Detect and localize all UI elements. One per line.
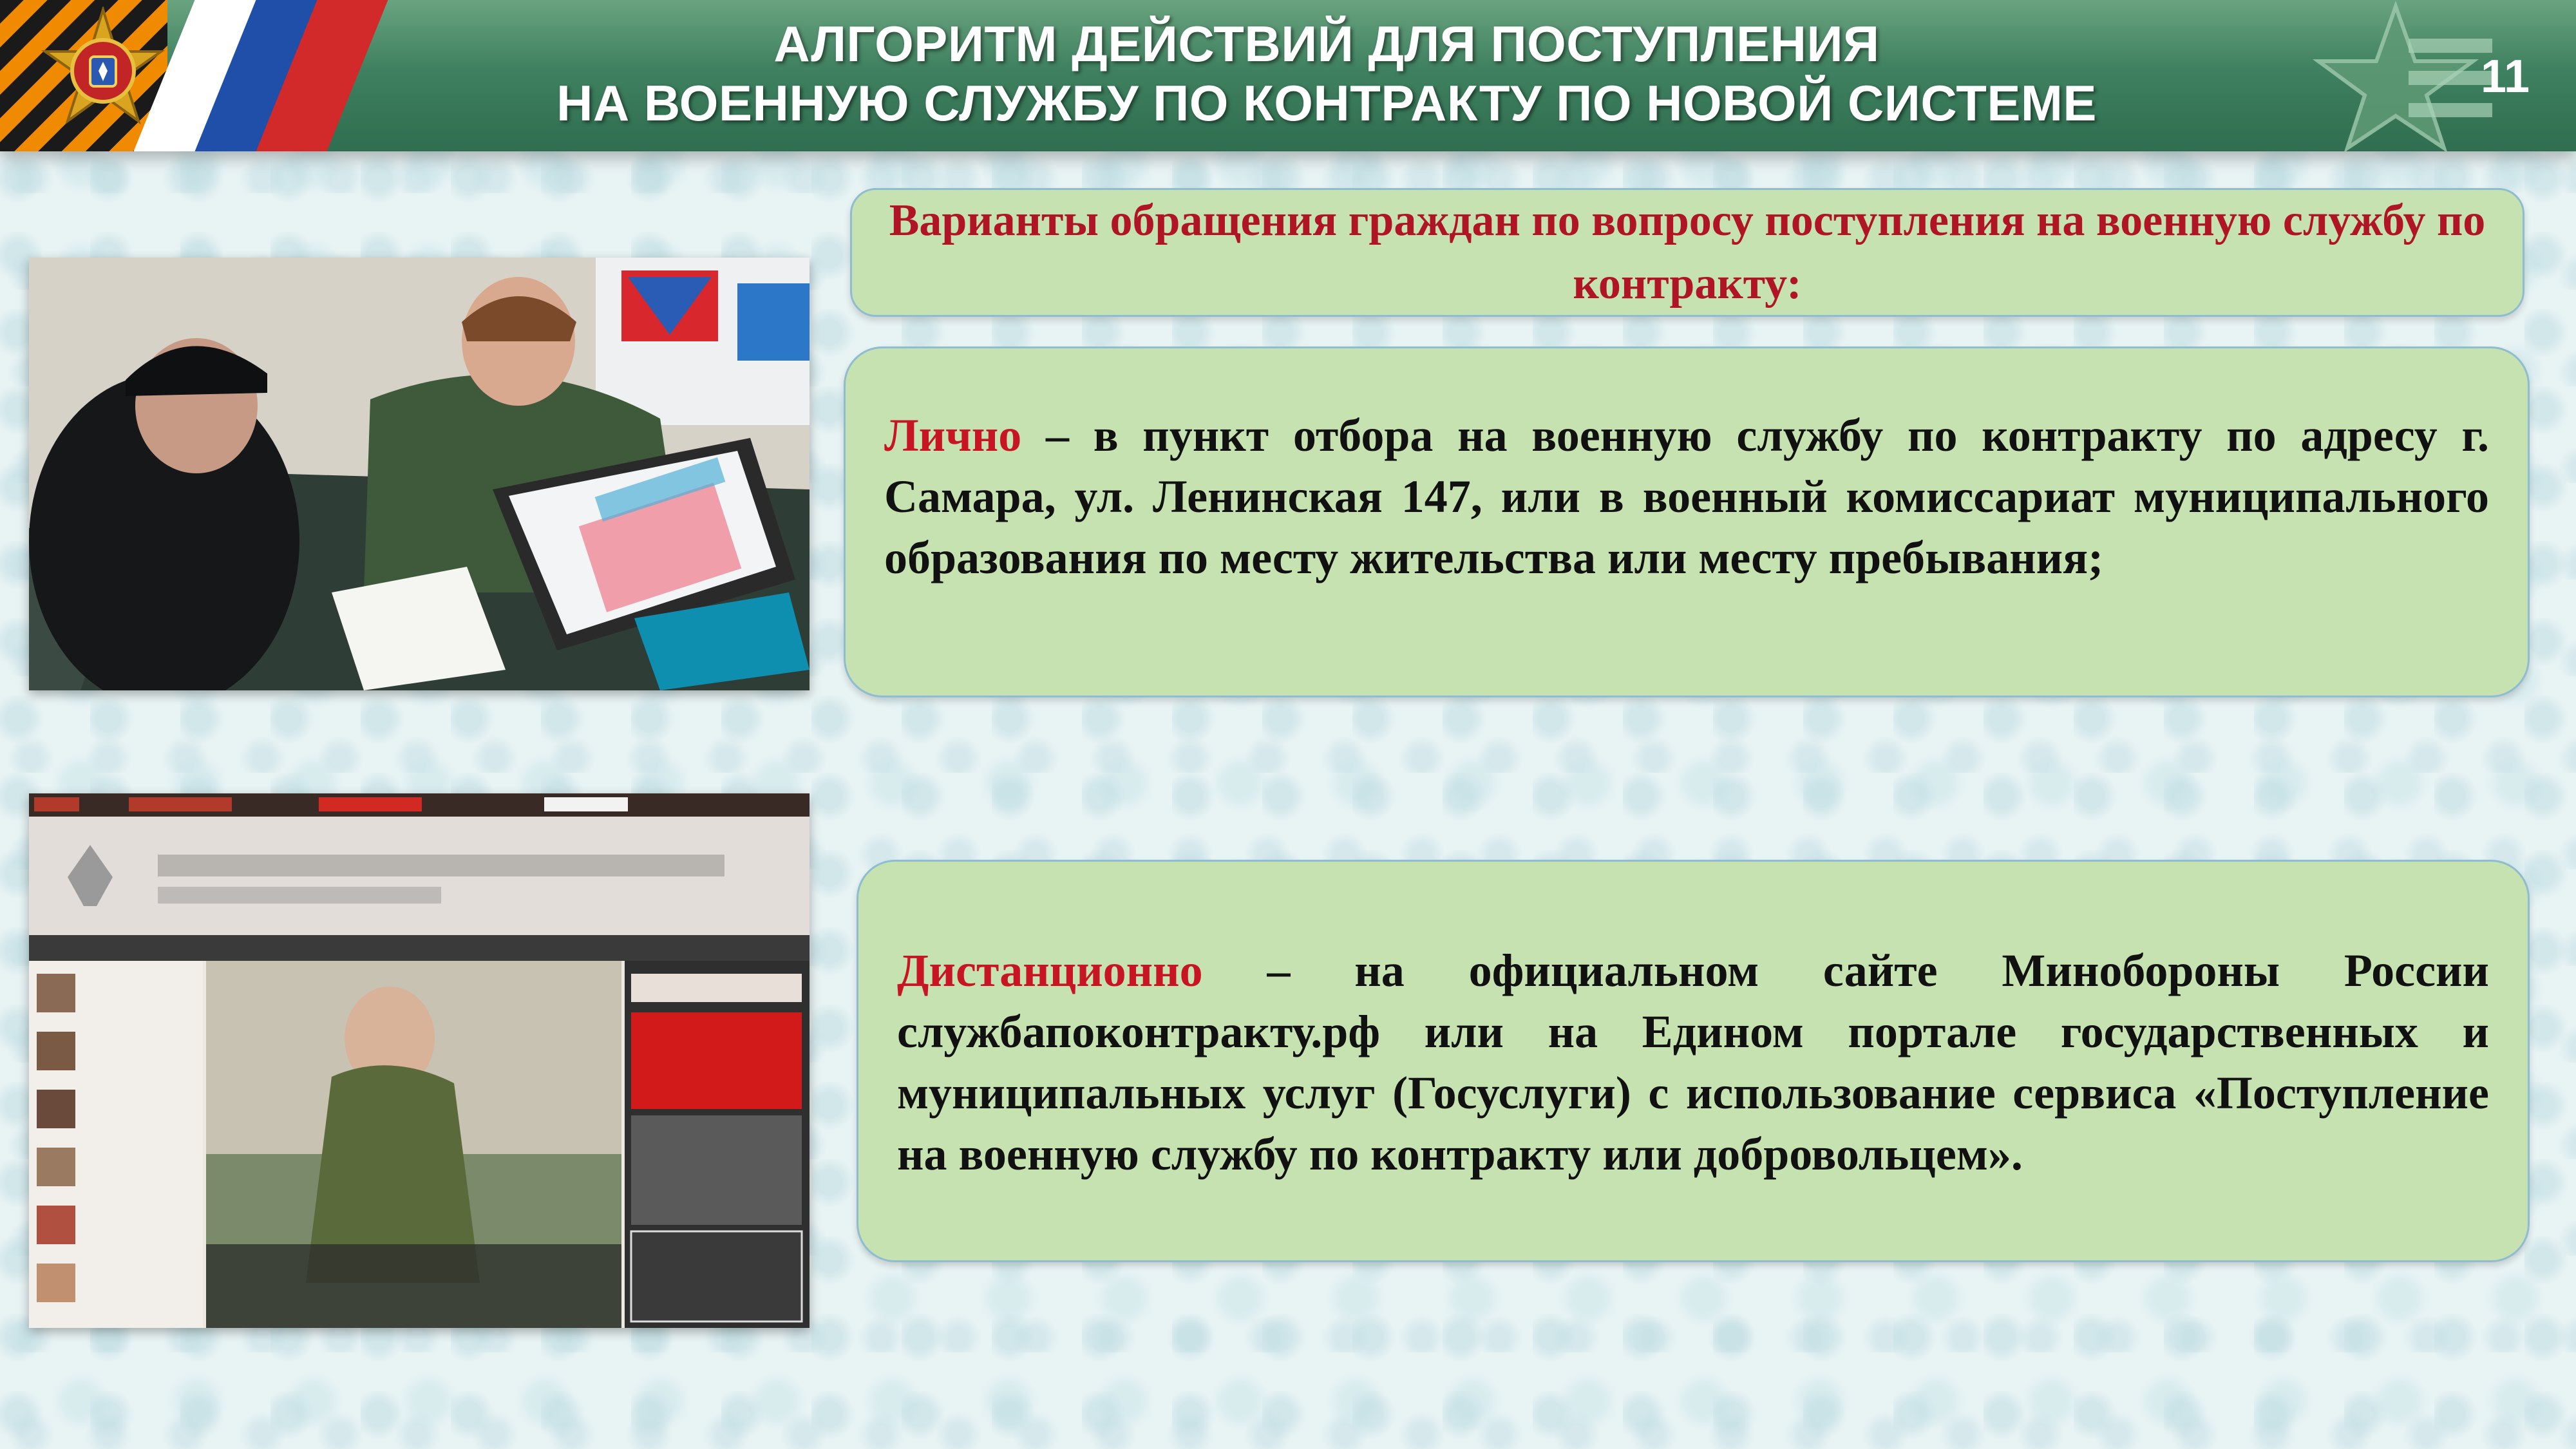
photo-ministry-website-screenshot bbox=[29, 793, 810, 1328]
variants-heading-box bbox=[850, 188, 2524, 317]
personal-application-box bbox=[844, 346, 2530, 697]
slide-number: 11 bbox=[2480, 51, 2530, 102]
slide-title-line-2: НА ВОЕННУЮ СЛУЖБУ ПО КОНТРАКТУ ПО НОВОЙ СИСТЕМЕ bbox=[556, 75, 2097, 131]
remote-text: – на официальном сайте Минобороны России службапоконтракту.рф или на Едином портале государственных и муниципальных услуг (Госуслуги) с использование сервиса «Поступление на военную службу по контракту или добровольцем». bbox=[897, 945, 2489, 1180]
remote-lead: Дистанционно bbox=[897, 945, 1203, 996]
personal-lead: Лично bbox=[884, 410, 1022, 461]
slide-header bbox=[0, 0, 2576, 151]
personal-text: – в пункт отбора на военную службу по контракту по адресу г. Самара, ул. Ленинская 147, или в военный комиссариат муниципального образования по месту жительства или месту пребывания; bbox=[884, 410, 2489, 583]
variants-heading: Варианты обращения граждан по вопросу поступления на военную службу по контракту: bbox=[889, 196, 2486, 308]
remote-application-box bbox=[857, 860, 2530, 1262]
photo-recruitment-interview bbox=[29, 258, 810, 690]
slide-title bbox=[451, 14, 2202, 133]
slide-title-line-1: АЛГОРИТМ ДЕЙСТВИЙ ДЛЯ ПОСТУПЛЕНИЯ bbox=[773, 15, 1880, 72]
military-district-emblem-icon bbox=[35, 6, 171, 142]
army-star-logo-icon bbox=[2299, 0, 2492, 151]
